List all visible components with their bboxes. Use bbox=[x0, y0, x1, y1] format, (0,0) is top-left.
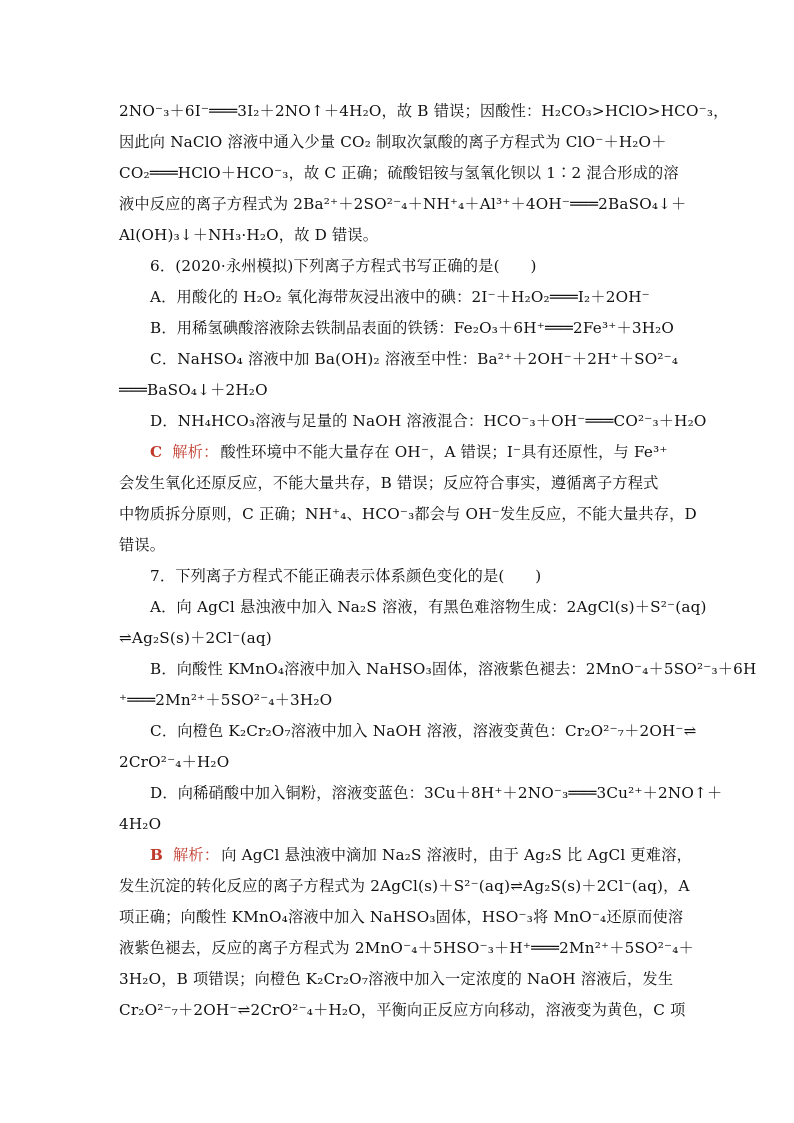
answer-letter: B bbox=[150, 846, 164, 864]
line-text: 错误。 bbox=[119, 536, 166, 554]
line-text: 4H₂O bbox=[119, 815, 162, 833]
question-7-option-a bbox=[150, 597, 707, 617]
text-line bbox=[119, 163, 679, 183]
line-text: 中物质拆分原则，C 正确；NH⁺₄、HCO⁻₃都会与 OH⁻发生反应，不能大量共存，D bbox=[119, 505, 697, 523]
line-text: ⇌Ag₂S(s)＋2Cl⁻(aq) bbox=[119, 629, 272, 647]
question-7-stem bbox=[150, 566, 675, 586]
line-text: A．向 AgCl 悬浊液中加入 Na₂S 溶液，有黑色难溶物生成：2AgCl(s)＋S²⁻(aq) bbox=[150, 598, 707, 616]
text-line bbox=[119, 1000, 686, 1020]
text-line bbox=[119, 535, 675, 555]
line-text: ═══BaSO₄↓＋2H₂O bbox=[119, 381, 268, 399]
text-line bbox=[119, 473, 675, 493]
line-text: 液中反应的离子方程式为 2Ba²⁺＋2SO²⁻₄＋NH⁺₄＋Al³⁺＋4OH⁻═══2BaSO₄↓＋ bbox=[119, 195, 687, 213]
question-7-option-c bbox=[150, 721, 697, 741]
text-line bbox=[119, 194, 687, 214]
line-text: A．用酸化的 H₂O₂ 氧化海带灰浸出液中的碘：2I⁻＋H₂O₂═══I₂＋2OH⁻ bbox=[150, 288, 650, 306]
line-text: CO₂═══HClO＋HCO⁻₃，故 C 正确；硫酸铝铵与氢氧化钡以 1∶2 混合形成的溶 bbox=[119, 164, 679, 182]
line-text: 6．(2020·永州模拟)下列离子方程式书写正确的是( ) bbox=[150, 257, 537, 275]
line-text: B．向酸性 KMnO₄溶液中加入 NaHSO₃固体，溶液紫色褪去：2MnO⁻₄＋5SO²⁻₃＋6H bbox=[150, 660, 757, 678]
text-line bbox=[119, 504, 697, 524]
question-6-option-c bbox=[150, 349, 679, 369]
question-7-option-d bbox=[150, 783, 723, 803]
explanation-label: 解析： bbox=[172, 443, 219, 461]
line-text: 项正确；向酸性 KMnO₄溶液中加入 NaHSO₃固体，HSO⁻₃将 MnO⁻₄还原而使溶 bbox=[119, 908, 684, 926]
line-text: B．用稀氢碘酸溶液除去铁制品表面的铁锈：Fe₂O₃＋6H⁺═══2Fe³⁺＋3H₂O bbox=[150, 319, 675, 337]
line-text: D．向稀硝酸中加入铜粉，溶液变蓝色：3Cu＋8H⁺＋2NO⁻₃═══3Cu²⁺＋2NO↑＋ bbox=[150, 784, 723, 802]
line-text: 向 AgCl 悬浊液中滴加 Na₂S 溶液时，由于 Ag₂S 比 AgCl 更难溶， bbox=[221, 846, 692, 864]
text-line bbox=[119, 969, 675, 989]
text-line bbox=[119, 907, 684, 927]
question-6-option-b bbox=[150, 318, 675, 338]
text-line bbox=[119, 628, 675, 648]
line-text: 2NO⁻₃＋6I⁻═══3I₂＋2NO↑＋4H₂O，故 B 错误；因酸性：H₂CO₃>HClO>HCO⁻₃， bbox=[119, 102, 729, 120]
line-text: C．向橙色 K₂Cr₂O₇溶液中加入 NaOH 溶液，溶液变黄色：Cr₂O²⁻₇＋2OH⁻⇌ bbox=[150, 722, 697, 740]
text-line bbox=[119, 690, 675, 710]
line-text: 会发生氧化还原反应，不能大量共存，B 错误；反应符合事实，遵循离子方程式 bbox=[119, 474, 659, 492]
line-text: 液紫色褪去，反应的离子方程式为 2MnO⁻₄＋5HSO⁻₃＋H⁺═══2Mn²⁺＋5SO²⁻₄＋ bbox=[119, 939, 694, 957]
text-line bbox=[119, 380, 675, 400]
text-line bbox=[119, 132, 675, 152]
question-7-option-b bbox=[150, 659, 757, 679]
text-line bbox=[119, 938, 694, 958]
line-text: 酸性环境中不能大量存在 OH⁻，A 错误；I⁻具有还原性，与 Fe³⁺ bbox=[220, 443, 668, 461]
question-6-option-d bbox=[150, 411, 707, 431]
line-text: 2CrO²⁻₄＋H₂O bbox=[119, 753, 230, 771]
line-text: 7．下列离子方程式不能正确表示体系颜色变化的是( ) bbox=[150, 567, 542, 585]
line-text: 因此向 NaClO 溶液中通入少量 CO₂ 制取次氯酸的离子方程式为 ClO⁻＋H₂O＋ bbox=[119, 133, 667, 151]
text-line bbox=[119, 814, 675, 834]
line-text: 发生沉淀的转化反应的离子方程式为 2AgCl(s)＋S²⁻(aq)⇌Ag₂S(s)＋2Cl⁻(aq)，A bbox=[119, 877, 690, 895]
line-text: D．NH₄HCO₃溶液与足量的 NaOH 溶液混合：HCO⁻₃＋OH⁻═══CO²⁻₃＋H₂O bbox=[150, 412, 707, 430]
answer-letter: C bbox=[150, 443, 163, 461]
explanation-label: 解析： bbox=[173, 846, 220, 864]
line-text: ⁺═══2Mn²⁺＋5SO²⁻₄＋3H₂O bbox=[119, 691, 333, 709]
line-text: 3H₂O，B 项错误；向橙色 K₂Cr₂O₇溶液中加入一定浓度的 NaOH 溶液后，发生 bbox=[119, 970, 674, 988]
question-6-explanation bbox=[150, 442, 675, 462]
line-text: Cr₂O²⁻₇＋2OH⁻⇌2CrO²⁻₄＋H₂O，平衡向正反应方向移动，溶液变为黄色，C 项 bbox=[119, 1001, 686, 1019]
text-line bbox=[119, 752, 675, 772]
question-6-stem bbox=[150, 256, 675, 276]
text-line bbox=[119, 225, 675, 245]
text-line bbox=[119, 101, 729, 121]
line-text: C．NaHSO₄ 溶液中加 Ba(OH)₂ 溶液至中性：Ba²⁺＋2OH⁻＋2H⁺＋SO²⁻₄ bbox=[150, 350, 679, 368]
question-7-explanation bbox=[150, 845, 692, 865]
question-6-option-a bbox=[150, 287, 675, 307]
line-text: Al(OH)₃↓＋NH₃·H₂O，故 D 错误。 bbox=[119, 226, 379, 244]
text-line bbox=[119, 876, 690, 896]
